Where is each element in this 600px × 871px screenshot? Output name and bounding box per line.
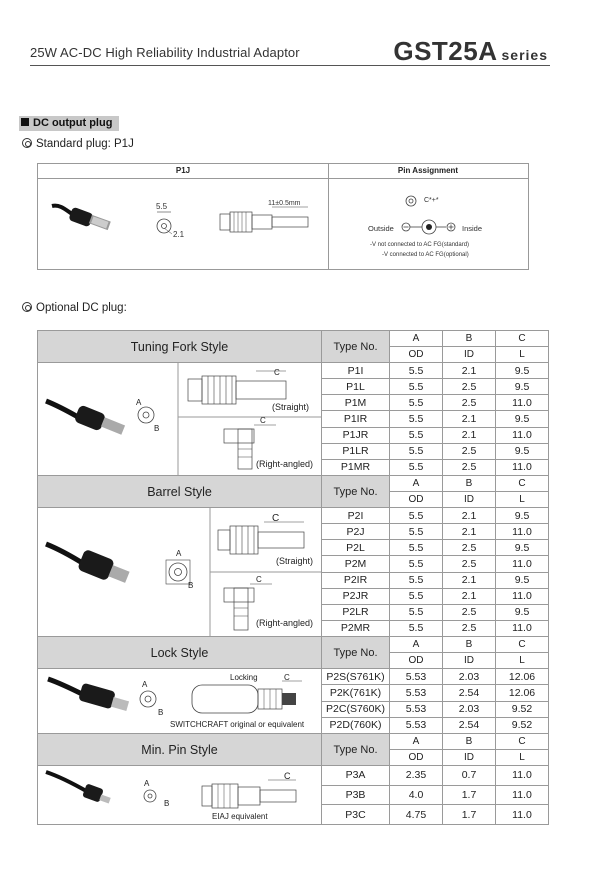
type-cell: P1JR [322,427,390,443]
col-b-header: B [443,331,496,347]
od-cell: 2.35 [390,766,443,786]
header-divider [30,65,550,66]
l-cell: 11.0 [496,620,549,636]
svg-text:A: A [144,779,150,788]
l-cell: 12.06 [496,669,549,685]
double-circle-icon [22,138,32,148]
col-od-header: OD [390,492,443,508]
col-b-header: B [443,637,496,653]
min-pin-drawing-cell [38,766,322,825]
type-cell: P1LR [322,443,390,459]
p1j-side-view-drawing [216,204,316,238]
l-cell: 11.0 [496,766,549,786]
col-b-header: B [443,734,496,750]
col-id-header: ID [443,750,496,766]
l-cell: 11.0 [496,785,549,805]
pin-note-optional: -V connected to AC FG(optional) [382,252,469,258]
col-a-header: A [390,734,443,750]
svg-text:C: C [284,673,290,682]
type-cell: P2I [322,508,390,524]
l-cell: 9.52 [496,701,549,717]
svg-text:B: B [158,708,164,717]
pin-c-label: C*+* [424,197,439,204]
svg-text:A: A [136,398,142,407]
od-cell: 5.5 [390,395,443,411]
type-cell: P2D(760K) [322,717,390,733]
l-cell: 9.5 [496,604,549,620]
type-cell: P2S(S761K) [322,669,390,685]
od-cell: 5.5 [390,540,443,556]
id-cell: 2.1 [443,588,496,604]
col-c-header: C [496,331,549,347]
inside-label: Inside [462,224,483,233]
svg-text:C: C [274,368,280,377]
id-cell: 2.5 [443,540,496,556]
style-title-barrel: Barrel Style [38,476,322,508]
id-cell: 2.03 [443,701,496,717]
id-cell: 2.1 [443,524,496,540]
svg-text:A: A [142,680,148,689]
l-cell: 11.0 [496,395,549,411]
header-row-barrel [38,476,549,492]
col-c-header: C [496,476,549,492]
od-cell: 5.5 [390,572,443,588]
od-cell: 5.5 [390,363,443,379]
col-a-header: A [390,637,443,653]
type-cell: P3C [322,805,390,825]
section-label: DC output plug [33,117,113,129]
id-cell: 2.5 [443,379,496,395]
model-title [393,36,548,67]
style-title-tuning-fork: Tuning Fork Style [38,331,322,363]
header-row-lock [38,637,549,653]
tuning-fork-drawing-cell [38,363,322,476]
caption-straight: (Straight) [272,402,310,412]
type-cell: P2J [322,524,390,540]
od-cell: 4.0 [390,785,443,805]
svg-text:B: B [188,581,194,590]
id-cell: 2.5 [443,620,496,636]
series-label: series [501,47,548,63]
od-cell: 5.53 [390,717,443,733]
min-pin-plug-drawing [38,766,322,824]
type-cell: P2IR [322,572,390,588]
l-cell: 9.5 [496,411,549,427]
id-cell: 2.03 [443,669,496,685]
p1j-column-title: P1J [175,166,191,175]
square-bullet-icon [21,118,29,126]
pin-assignment-title: Pin Assignment [397,166,459,175]
col-l-header: L [496,347,549,363]
type-cell: P3B [322,785,390,805]
id-cell: 2.5 [443,604,496,620]
col-l-header: L [496,492,549,508]
pin-note-standard: -V not connected to AC FG(standard) [370,242,470,248]
type-cell: P1M [322,395,390,411]
l-cell: 9.5 [496,363,549,379]
od-cell: 5.5 [390,524,443,540]
l-cell: 9.5 [496,540,549,556]
l-cell: 9.5 [496,508,549,524]
type-cell: P3A [322,766,390,786]
type-cell: P2LR [322,604,390,620]
od-cell: 5.53 [390,685,443,701]
type-no-header: Type No. [322,734,390,766]
od-cell: 4.75 [390,805,443,825]
product-line-title: 25W AC-DC High Reliability Industrial Adaptor [30,45,300,60]
col-a-header: A [390,331,443,347]
table-row [38,766,549,786]
caption-eiaj: EIAJ equivalent [212,812,268,821]
od-cell: 5.53 [390,701,443,717]
od-cell: 5.5 [390,443,443,459]
type-cell: P2M [322,556,390,572]
lock-drawing-cell [38,669,322,734]
caption-switchcraft: SWITCHCRAFT original or equivalent [170,720,305,729]
col-od-header: OD [390,347,443,363]
outside-label: Outside [368,224,394,233]
optional-plug-label: Optional DC plug: [36,302,127,314]
p1j-dim-b: 2.1 [173,230,185,239]
optional-plug-heading [22,302,127,314]
col-od-header: OD [390,653,443,669]
od-cell: 5.5 [390,411,443,427]
type-no-header: Type No. [322,331,390,363]
col-id-header: ID [443,347,496,363]
od-cell: 5.5 [390,427,443,443]
l-cell: 11.0 [496,805,549,825]
type-cell: P1MR [322,459,390,475]
id-cell: 2.1 [443,572,496,588]
caption-straight: (Straight) [276,556,314,566]
standard-plug-heading [22,138,134,150]
id-cell: 2.5 [443,443,496,459]
p1j-dim-a: 5.5 [156,202,168,211]
l-cell: 9.52 [496,717,549,733]
col-c-header: C [496,734,549,750]
svg-text:C: C [256,575,262,584]
p1j-header-divider [38,178,528,179]
header-row-tuning-fork [38,331,549,347]
type-cell: P2MR [322,620,390,636]
p1j-dim-length: 11±0.5mm [268,200,301,207]
id-cell: 1.7 [443,805,496,825]
barrel-drawing-cell [38,508,322,637]
id-cell: 2.54 [443,685,496,701]
polarity-symbol-icon [400,219,460,235]
type-cell: P1L [322,379,390,395]
caption-locking: Locking [230,673,258,682]
od-cell: 5.5 [390,508,443,524]
type-cell: P2K(761K) [322,685,390,701]
od-cell: 5.5 [390,556,443,572]
type-no-header: Type No. [322,476,390,508]
id-cell: 2.5 [443,459,496,475]
svg-text:A: A [176,549,182,558]
svg-text:B: B [154,424,160,433]
optional-plug-table [37,330,549,825]
svg-text:C: C [272,513,280,524]
svg-text:B: B [164,799,170,808]
id-cell: 0.7 [443,766,496,786]
l-cell: 11.0 [496,427,549,443]
col-l-header: L [496,653,549,669]
col-l-header: L [496,750,549,766]
l-cell: 9.5 [496,379,549,395]
svg-text:C: C [284,771,291,781]
od-cell: 5.53 [390,669,443,685]
col-c-header: C [496,637,549,653]
header-row-min-pin [38,734,549,750]
p1j-spec-box [37,163,529,270]
id-cell: 2.54 [443,717,496,733]
id-cell: 2.1 [443,427,496,443]
od-cell: 5.5 [390,620,443,636]
table-row [38,363,549,379]
id-cell: 2.1 [443,508,496,524]
table-row [38,508,549,524]
od-cell: 5.5 [390,604,443,620]
l-cell: 11.0 [496,588,549,604]
type-cell: P2C(S760K) [322,701,390,717]
double-circle-icon [22,302,32,312]
col-id-header: ID [443,492,496,508]
col-id-header: ID [443,653,496,669]
caption-right-angled: (Right-angled) [256,459,314,469]
od-cell: 5.5 [390,459,443,475]
table-row [38,669,549,685]
section-bar-dc-output [19,116,119,131]
type-cell: P2L [322,540,390,556]
model-name: GST25A [393,36,498,66]
od-cell: 5.5 [390,379,443,395]
l-cell: 11.0 [496,524,549,540]
col-od-header: OD [390,750,443,766]
l-cell: 11.0 [496,459,549,475]
type-cell: P1I [322,363,390,379]
p1j-column-divider [328,164,329,269]
l-cell: 9.5 [496,443,549,459]
id-cell: 2.1 [443,411,496,427]
pin-center-symbol-icon [404,194,424,208]
l-cell: 9.5 [496,572,549,588]
p1j-plug-photo-icon [50,198,120,238]
caption-right-angled: (Right-angled) [256,618,314,628]
type-cell: P1IR [322,411,390,427]
id-cell: 2.5 [443,556,496,572]
id-cell: 2.5 [443,395,496,411]
type-cell: P2JR [322,588,390,604]
style-title-min-pin: Min. Pin Style [38,734,322,766]
col-a-header: A [390,476,443,492]
id-cell: 1.7 [443,785,496,805]
l-cell: 12.06 [496,685,549,701]
type-no-header: Type No. [322,637,390,669]
col-b-header: B [443,476,496,492]
l-cell: 11.0 [496,556,549,572]
od-cell: 5.5 [390,588,443,604]
id-cell: 2.1 [443,363,496,379]
svg-text:C: C [260,416,266,425]
style-title-lock: Lock Style [38,637,322,669]
standard-plug-label: Standard plug: P1J [36,138,134,150]
